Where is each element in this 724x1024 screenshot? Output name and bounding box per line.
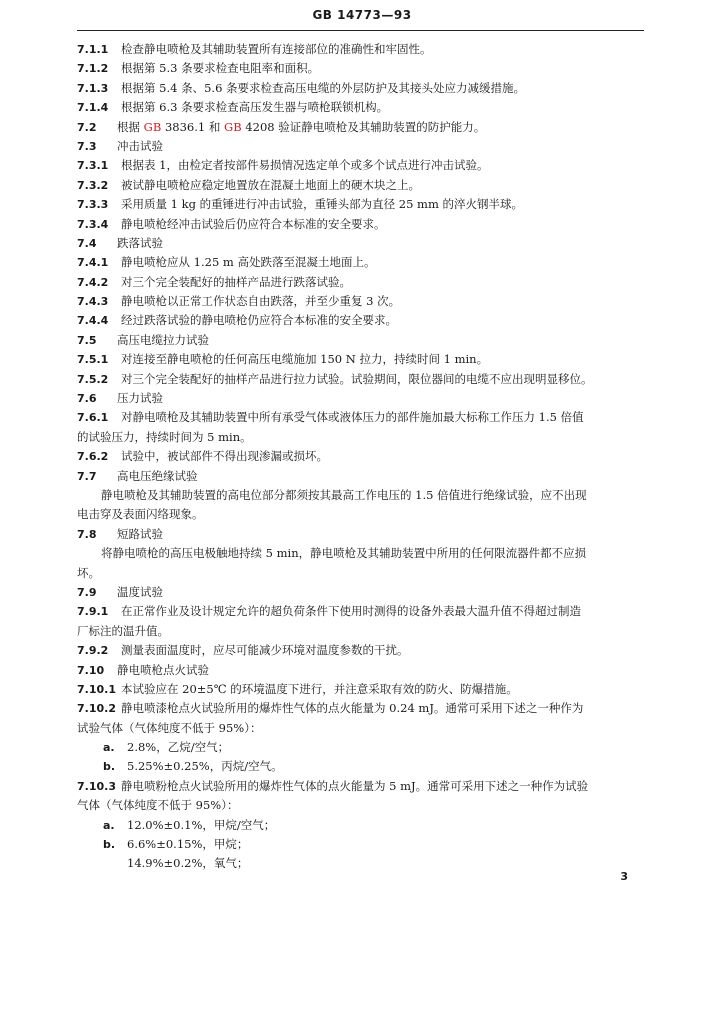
clause-number: 7.1.3: [77, 81, 109, 95]
clause-line: [77, 137, 644, 156]
clause-number: 7.4: [77, 236, 97, 250]
list-item: [77, 854, 644, 873]
page-number: 3: [620, 870, 628, 883]
clause-number: 7.5.2: [77, 372, 109, 386]
clause-number: 7.4.2: [77, 275, 109, 289]
clause-number: 7.6.1: [77, 411, 109, 425]
clause-number: 7.10.1: [77, 682, 116, 696]
clause-text: 静电喷漆枪点火试验所用的爆炸性气体的点火能量为 0.24 mJ。通常可采用下述之一种作为: [121, 701, 584, 716]
clause-line: [77, 525, 644, 544]
clause-line: [77, 467, 644, 486]
clause-text: 采用质量 1 kg 的重锤进行冲击试验，重锤头部为直径 25 mm 的淬火钢半球。: [121, 197, 524, 212]
list-item-label: b.: [103, 838, 116, 852]
list-item: [77, 757, 644, 776]
clause-text: 短路试验: [117, 526, 163, 541]
clause-number: 7.2: [77, 120, 97, 134]
continuation-line: 厂标注的温升值。: [77, 623, 169, 638]
clause-text: 根据表 1，由检定者按部件易损情况选定单个或多个试点进行冲击试验。: [121, 158, 489, 173]
clause-text: 根据第 5.4 条、5.6 条要求检查高压电缆的外层防护及其接头处应力减缓措施。: [121, 80, 526, 95]
clause-number: 7.6: [77, 392, 97, 406]
clause-text: 静电喷枪应从 1.25 m 高处跌落至混凝土地面上。: [121, 255, 376, 270]
clause-line: [77, 79, 644, 98]
clause-number: 7.4.3: [77, 295, 109, 309]
clause-number: 7.4.1: [77, 256, 109, 270]
clause-text: 试验中，被试部件不得出现渗漏或损坏。: [121, 449, 328, 464]
clause-line: [77, 447, 644, 466]
clause-line: [77, 680, 644, 699]
clause-number: 7.9: [77, 585, 97, 599]
clause-number: 7.3.2: [77, 178, 109, 192]
clause-line: [77, 98, 644, 117]
list-item-text: 12.0%±0.1%，甲烷/空气；: [127, 817, 276, 832]
clause-line: [77, 156, 644, 175]
list-item-label: b.: [103, 760, 116, 774]
clause-text: 对三个完全装配好的抽样产品进行拉力试验。试验期间，限位器间的电缆不应出现明显移位。: [121, 371, 593, 386]
clause-line: [77, 389, 644, 408]
clause-number: 7.9.2: [77, 644, 109, 658]
clause-text: 根据: [117, 119, 144, 134]
clause-text: 静电喷枪经冲击试验后仍应符合本标准的安全要求。: [121, 216, 386, 231]
clause-text: 本试验应在 20±5℃ 的环境温度下进行，并注意采取有效的防火、防爆措施。: [121, 681, 518, 696]
clause-line: [77, 408, 644, 427]
clause-text: 静电喷枪以正常工作状态自由跌落，并至少重复 3 次。: [121, 294, 401, 309]
clause-text: 跌落试验: [117, 235, 163, 250]
clause-number: 7.6.2: [77, 450, 109, 464]
clause-text: 检查静电喷枪及其辅助装置所有连接部位的准确性和牢固性。: [121, 42, 432, 56]
clause-text: 在正常作业及设计规定允许的超负荷条件下使用时测得的设备外表最大温升值不得超过制造: [121, 604, 581, 619]
clause-number: 7.3.4: [77, 217, 109, 231]
paragraph-line: 将静电喷枪的高压电极触地持续 5 min，静电喷枪及其辅助装置中所用的任何限流器件都不应损: [101, 546, 587, 561]
clause-number: 7.10: [77, 663, 105, 677]
clause-text: 对三个完全装配好的抽样产品进行跌落试验。: [121, 274, 351, 289]
clause-line: [77, 311, 644, 330]
clause-line: [77, 583, 644, 602]
clause-text: 对静电喷枪及其辅助装置中所有承受气体或液体压力的部件施加最大标称工作压力 1.5 倍值: [121, 410, 584, 425]
clause-number: 7.1.4: [77, 101, 109, 115]
clause-line: [77, 176, 644, 195]
clause-line: [77, 40, 644, 59]
clause-line: [77, 370, 644, 389]
clause-line: [77, 253, 644, 272]
list-item-text: 5.25%±0.25%，丙烷/空气。: [127, 759, 283, 774]
clause-text: 根据第 5.3 条要求检查电阻率和面积。: [121, 61, 320, 76]
list-item: [77, 835, 644, 854]
list-item: [77, 816, 644, 835]
clause-line: [77, 215, 644, 234]
standard-ref: GB: [143, 119, 162, 134]
clause-number: 7.5.1: [77, 353, 109, 367]
clause-line: [77, 699, 644, 718]
list-item-text: 6.6%±0.15%，甲烷；: [127, 837, 249, 852]
clause-line: [77, 118, 644, 137]
continuation-line: 试验气体（气体纯度不低于 95%）：: [77, 720, 262, 735]
clause-number: 7.8: [77, 527, 97, 541]
clause-line: [77, 292, 644, 311]
continuation-line: 的试验压力，持续时间为 5 min。: [77, 429, 252, 444]
clause-line: [77, 331, 644, 350]
clause-text: 温度试验: [117, 584, 163, 599]
clause-text: 经过跌落试验的静电喷枪仍应符合本标准的安全要求。: [121, 313, 397, 328]
continuation-line: 坏。: [77, 565, 100, 580]
clause-text: 被试静电喷枪应稳定地置放在混凝土地面上的硬木块之上。: [121, 177, 420, 192]
clause-number: 7.1.2: [77, 62, 109, 76]
clause-number: 7.10.3: [77, 779, 116, 793]
clause-line: [77, 641, 644, 660]
list-item-label: a.: [103, 741, 115, 755]
header-rule: [77, 30, 644, 31]
clause-line: [77, 350, 644, 369]
clause-line: [77, 602, 644, 621]
clause-line: [77, 661, 644, 680]
clause-number: 7.10.2: [77, 702, 116, 716]
clause-text: 冲击试验: [117, 138, 163, 153]
clause-text: 4208 验证静电喷枪及其辅助装置的防护能力。: [241, 119, 486, 134]
clause-text: 静电喷粉枪点火试验所用的爆炸性气体的点火能量为 5 mJ。通常可采用下述之一种作为试验: [121, 778, 589, 793]
clause-text: 对连接至静电喷枪的任何高压电缆施加 150 N 拉力，持续时间 1 min。: [121, 352, 489, 367]
continuation-line: 气体（气体纯度不低于 95%）：: [77, 798, 239, 813]
clause-text: 高电压绝缘试验: [117, 468, 198, 483]
clause-line: [77, 59, 644, 78]
standard-ref: GB: [224, 119, 242, 134]
clause-number: 7.1.1: [77, 43, 109, 56]
clause-text: 测量表面温度时，应尽可能减少环境对温度参数的干扰。: [121, 643, 409, 658]
clause-line: [77, 195, 644, 214]
clause-line: [77, 234, 644, 253]
clause-text: 根据第 6.3 条要求检查高压发生器与喷枪联锁机构。: [121, 100, 389, 115]
clause-number: 7.7: [77, 469, 97, 483]
document-body: [77, 40, 644, 874]
clause-number: 7.3: [77, 139, 97, 153]
clause-text: 静电喷枪点火试验: [117, 662, 209, 677]
continuation-line: 电击穿及表面闪络现象。: [77, 507, 204, 522]
clause-line: [77, 777, 644, 796]
list-item-text: 14.9%±0.2%，氧气；: [127, 856, 249, 871]
clause-text: 压力试验: [117, 391, 163, 406]
paragraph-line: 静电喷枪及其辅助装置的高电位部分都须按其最高工作电压的 1.5 倍值进行绝缘试验，应不出现: [101, 487, 587, 502]
clause-line: [77, 273, 644, 292]
clause-number: 7.3.1: [77, 159, 109, 173]
page-header: GB 14773—93: [312, 8, 412, 22]
clause-number: 7.3.3: [77, 198, 109, 212]
clause-text: 3836.1 和: [161, 119, 225, 134]
list-item-text: 2.8%，乙烷/空气；: [127, 740, 230, 755]
clause-number: 7.5: [77, 333, 97, 347]
clause-number: 7.9.1: [77, 605, 109, 619]
list-item-label: a.: [103, 818, 115, 832]
clause-text: 高压电缆拉力试验: [117, 332, 209, 347]
list-item: [77, 738, 644, 757]
clause-number: 7.4.4: [77, 314, 109, 328]
